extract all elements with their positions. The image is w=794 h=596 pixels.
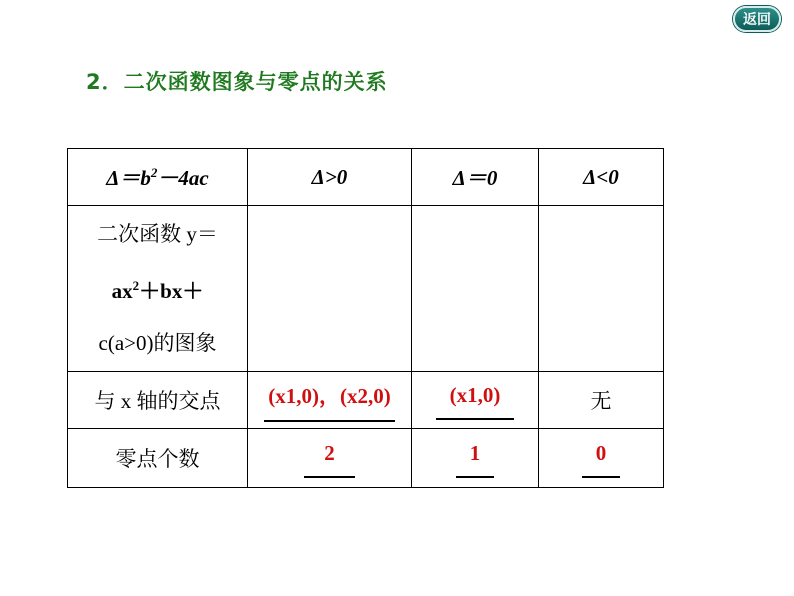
answer-intersections-positive: (x1,0)，(x2,0) <box>268 384 391 408</box>
intersections-negative-cell: 无 <box>539 372 664 429</box>
answer-zero-count-zero: 1 <box>469 440 481 465</box>
answer-intersections-zero: (x1,0) <box>449 382 501 407</box>
header-discriminant-formula <box>68 149 248 206</box>
blank-underline <box>582 476 621 478</box>
answer-blank <box>595 440 607 471</box>
formula-part-1: Δ＝b <box>106 166 151 190</box>
intersections-positive-cell <box>248 372 412 429</box>
blank-underline <box>304 476 355 478</box>
zero-count-positive-cell <box>248 429 412 488</box>
zero-count-negative-cell <box>539 429 664 488</box>
graph-row-label <box>68 206 248 372</box>
discriminant-zero-table <box>67 148 664 488</box>
zero-count-label: 零点个数 <box>68 429 248 488</box>
graph-cell-negative <box>539 206 664 372</box>
intersections-zero-cell <box>412 372 539 429</box>
answer-blank <box>324 440 335 471</box>
header-delta-zero: Δ＝0 <box>412 149 539 206</box>
blank-underline <box>456 476 495 478</box>
answer-zero-count-positive: 2 <box>324 440 335 465</box>
header-delta-positive: Δ>0 <box>248 149 412 206</box>
header-delta-negative: Δ<0 <box>539 149 664 206</box>
back-button[interactable]: 返回 <box>733 6 781 32</box>
intersections-label: 与 x 轴的交点 <box>68 372 248 429</box>
answer-blank <box>268 385 390 415</box>
table-row-graph <box>68 206 664 372</box>
table-header-row <box>68 149 664 206</box>
formula-superscript: 2 <box>150 165 158 180</box>
answer-blank <box>449 382 501 413</box>
blank-underline <box>264 420 394 422</box>
graph-label-line2: $ax^2+bx+$ <box>111 278 204 303</box>
formula-part-2: －4ac <box>157 166 209 190</box>
graph-cell-positive <box>248 206 412 372</box>
zero-count-zero-cell <box>412 429 539 488</box>
section-heading: 2．二次函数图象与零点的关系 <box>86 70 388 94</box>
graph-cell-zero <box>412 206 539 372</box>
answer-zero-count-negative: 0 <box>595 440 607 465</box>
table-row-intersections <box>68 372 664 429</box>
blank-underline <box>436 418 515 420</box>
graph-label-line1: 二次函数 y＝ <box>97 222 218 246</box>
table-row-zero-count <box>68 429 664 488</box>
answer-blank <box>469 440 481 471</box>
graph-label-line3: c(a>0)的图象 <box>98 331 217 355</box>
